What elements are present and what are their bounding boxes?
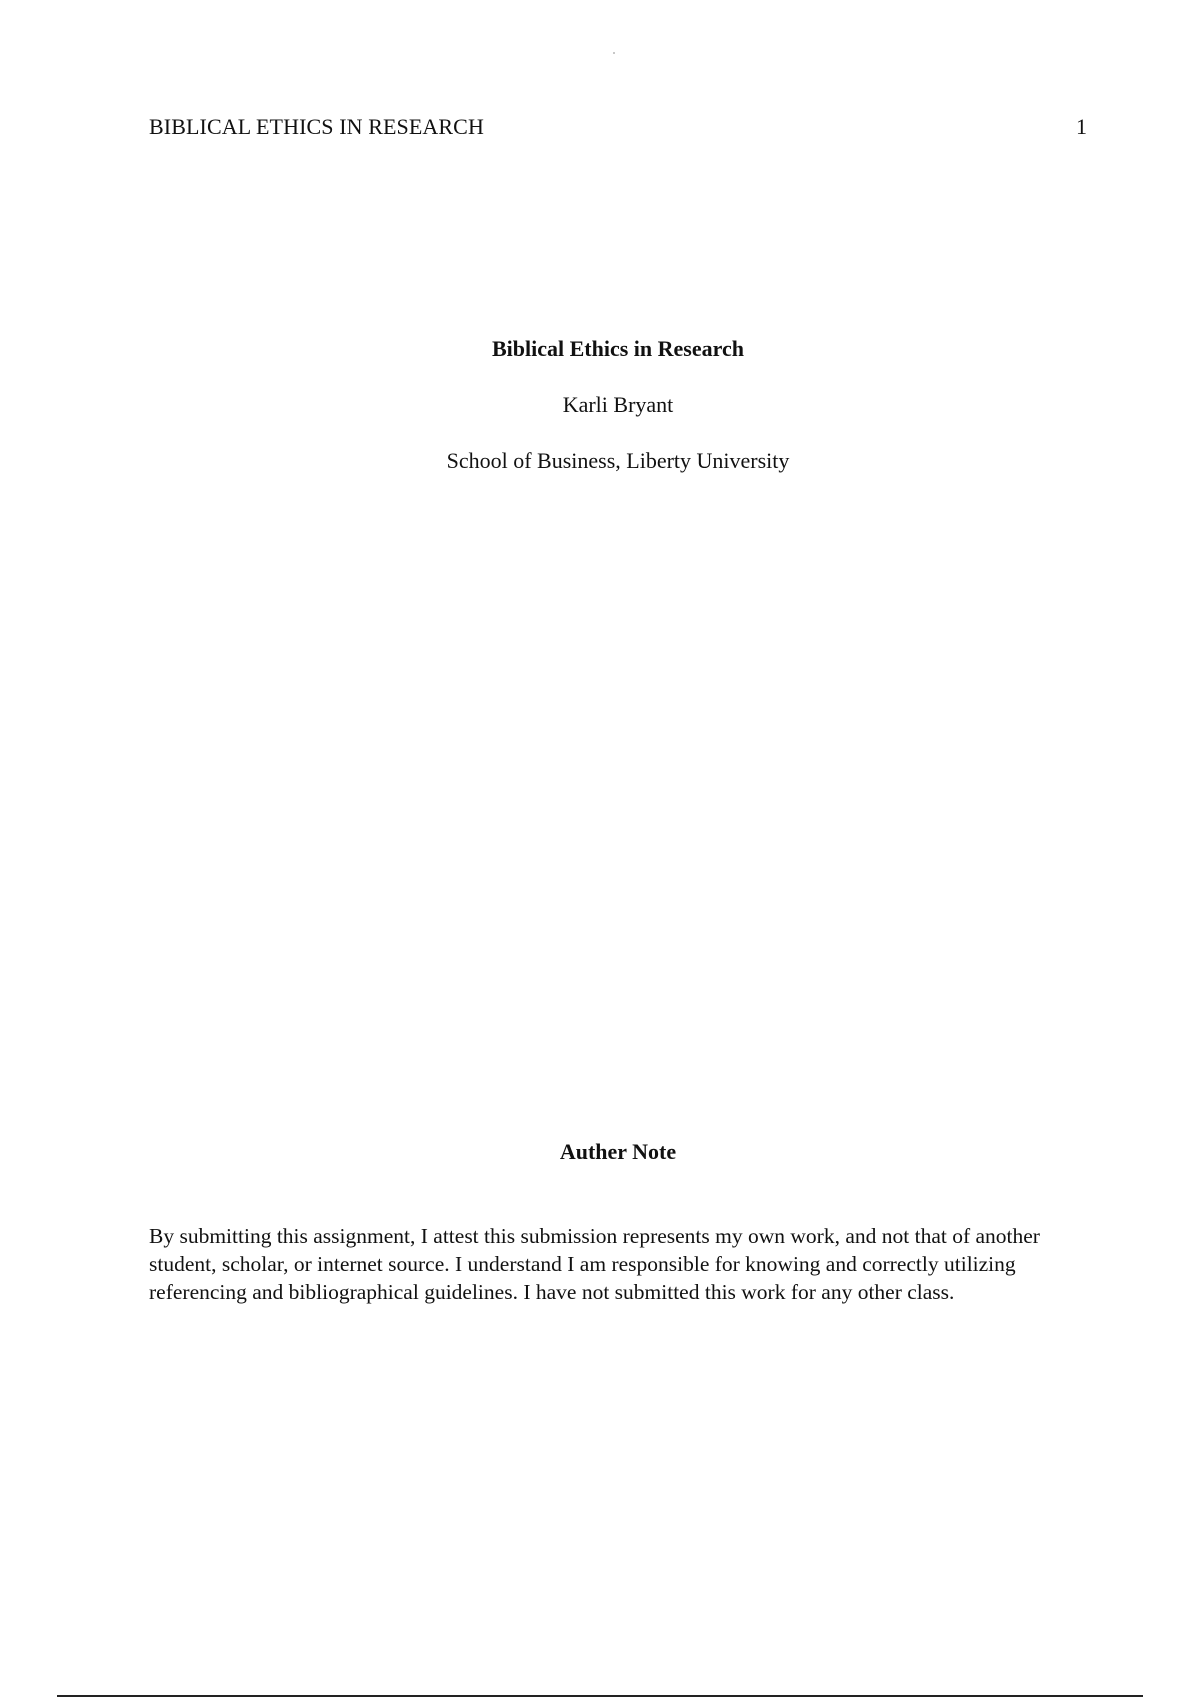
paper-title: Biblical Ethics in Research [492, 336, 744, 361]
scan-mark [613, 52, 615, 54]
running-head: BIBLICAL ETHICS IN RESEARCH [149, 114, 484, 139]
author-name: Karli Bryant [562, 392, 674, 417]
bottom-rule [57, 1695, 1143, 1697]
author-note-body: By submitting this assignment, I attest this submission represents my own work, and not that of another student, scholar, or internet source. I understand I am responsible for knowing and correctly utilizing referencing and bibliographical guidelines. I have not submitted this work for any other class. [149, 1224, 1040, 1304]
author-note-heading: Auther Note [559, 1139, 677, 1164]
page-number: 1 [1076, 114, 1087, 139]
author-affiliation: School of Business, Liberty University [446, 448, 790, 473]
